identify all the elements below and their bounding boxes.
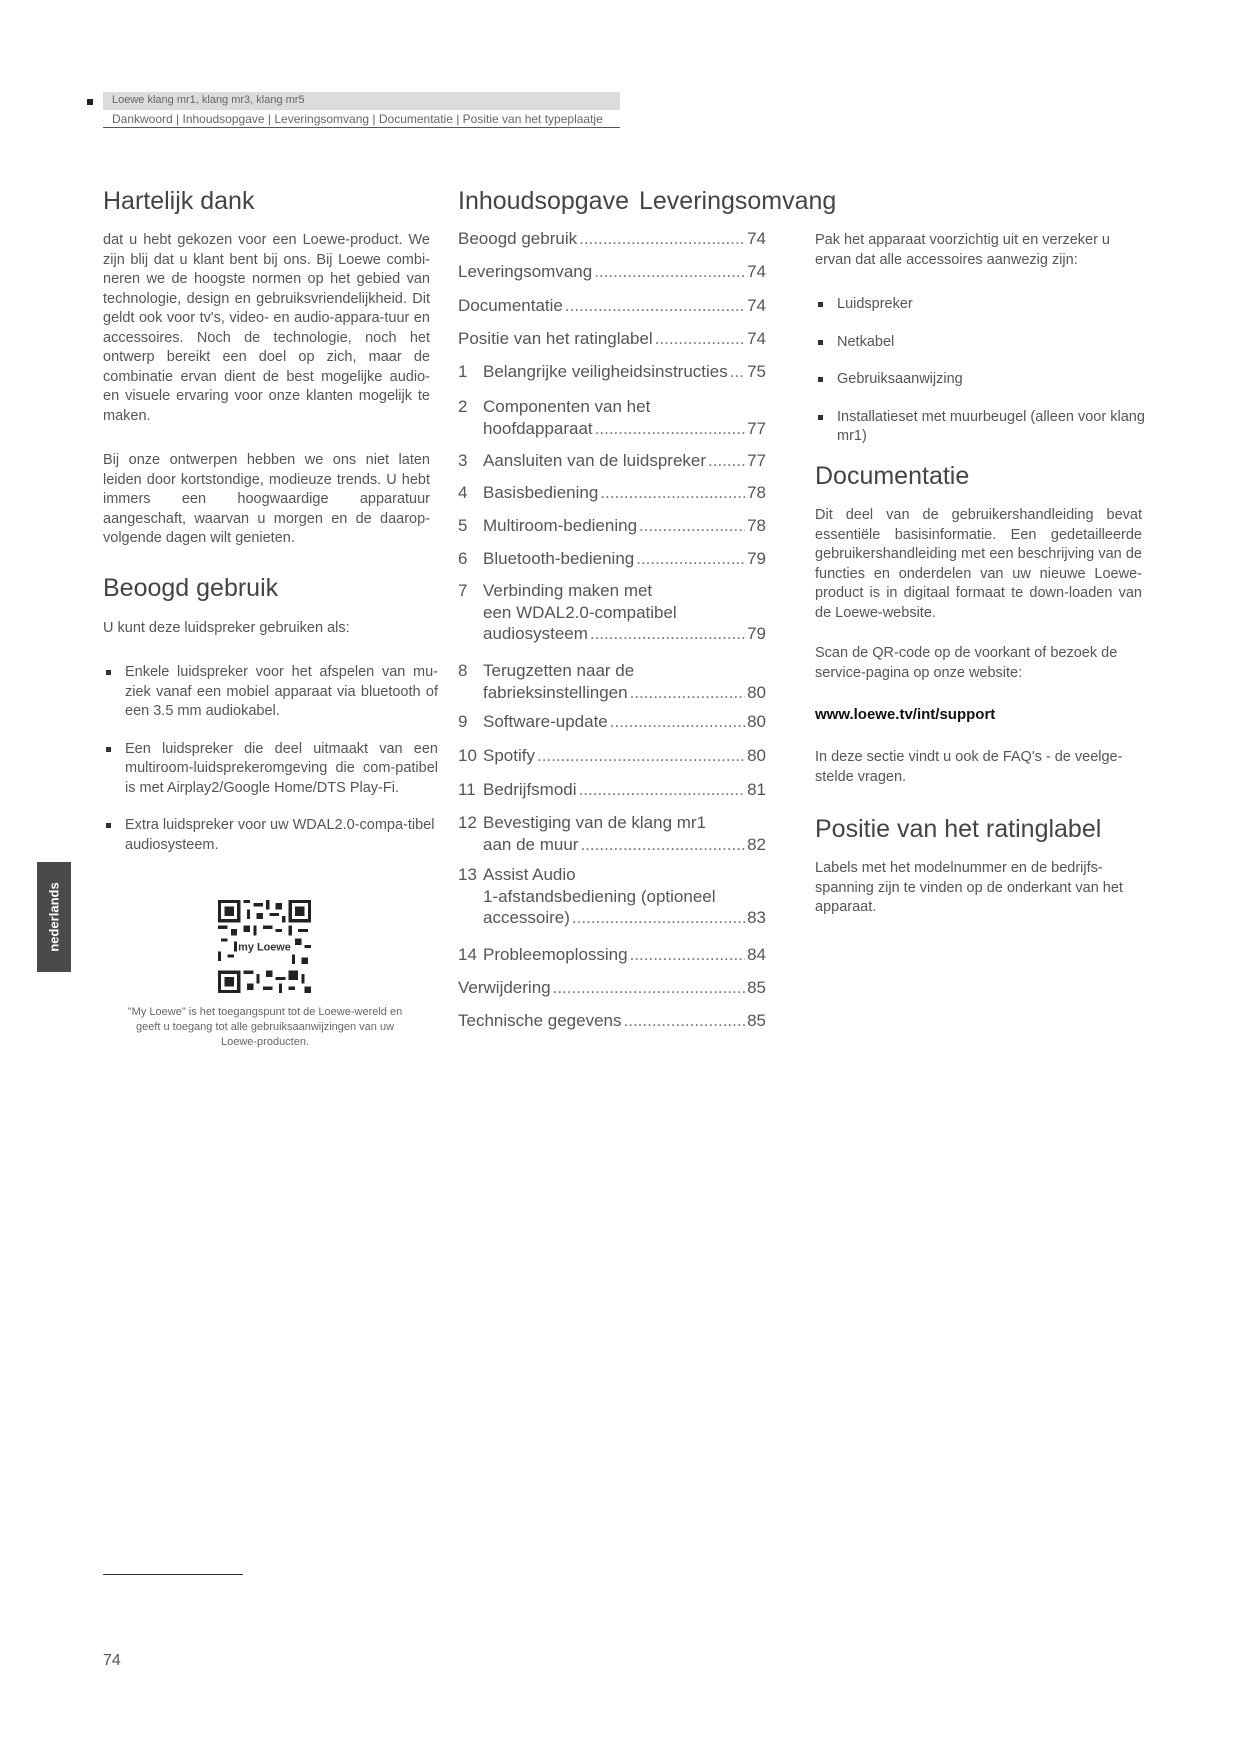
toc-entry[interactable] (458, 228, 766, 250)
toc-entry-title: Terugzetten naar de (483, 661, 635, 680)
toc-leader (595, 418, 745, 440)
toc-entry[interactable] (458, 660, 766, 703)
toc-entry-number: 6 (458, 549, 468, 568)
header-bullet (87, 99, 93, 105)
toc-entry[interactable] (458, 711, 766, 733)
toc-leader (639, 515, 745, 537)
toc-entry-page: 74 (747, 229, 766, 248)
toc-entry-title: Bevestiging van de klang mr1 (483, 813, 707, 832)
toc-entry[interactable] (458, 977, 766, 999)
toc-leader (636, 548, 745, 570)
toc-entry-page: 77 (747, 451, 766, 470)
toc-leader (572, 907, 745, 929)
list-item: Enkele luidspreker voor het afspelen van mu-ziek vanaf een mobiel apparaat via bluetooth of een 3.5 mm audiokabel. (103, 663, 438, 722)
toc-entry-title: Documentatie (458, 296, 563, 315)
toc-entry-page: 74 (747, 296, 766, 315)
qr-code (218, 900, 311, 993)
toc-entry[interactable] (458, 580, 766, 645)
toc-entry[interactable] (458, 450, 766, 472)
toc-leader (655, 328, 745, 350)
toc-entry[interactable] (458, 944, 766, 966)
toc-entry-title: Bluetooth-bediening (483, 549, 635, 568)
toc-entry-number: 1 (458, 362, 468, 381)
toc-entry-title: Componenten van het (483, 397, 651, 416)
toc-entry-page: 83 (747, 908, 766, 927)
rating-label-heading: Positie van het ratinglabel (815, 815, 1102, 843)
toc-entry-page: 81 (747, 780, 766, 799)
toc-entry-page: 84 (747, 945, 766, 964)
delivery-intro: Pak het apparaat voorzichtig uit en verzeker u ervan dat alle accessoires aanwezig zijn: (815, 232, 1110, 268)
toc-leader (579, 779, 746, 801)
toc-leader (553, 977, 745, 999)
toc-entry-title: Verwijdering (458, 978, 551, 997)
use-intro: U kunt deze luidspreker gebruiken als: (103, 620, 350, 636)
toc-entry-number: 2 (458, 397, 468, 416)
toc-heading: Inhoudsopgave (458, 187, 629, 215)
toc-leader (580, 834, 745, 856)
qr-label: my Loewe (238, 941, 291, 954)
toc-leader (630, 682, 745, 704)
toc-entry-title: Belangrijke veiligheidsinstructies (483, 362, 728, 381)
toc-entry-number: 9 (458, 712, 468, 731)
toc-entry[interactable] (458, 396, 766, 439)
page-number: 74 (103, 1652, 121, 1669)
rating-label-paragraph: Labels met het modelnummer en de bedrijfs-spanning zijn te vinden op de onderkant van het apparaat. (815, 860, 1123, 915)
documentation-paragraph-1: Dit deel van de gebruikershandleiding bevat essentiële basisinformatie. Een gedetailleerde gebruikershandleiding met een beschrijving van de functies en onderdelen van uw nieuwe Loewe-product is in digitaal formaat te down-loaden van de Loewe-website. (815, 507, 1142, 621)
toc-entry-title: hoofdapparaat (483, 418, 593, 438)
list-item: Extra luidspreker voor uw WDAL2.0-compa-tibel audiosysteem. (103, 816, 438, 855)
toc-leader (630, 944, 745, 966)
toc-entry-number: 4 (458, 483, 468, 502)
toc-entry-page: 74 (747, 329, 766, 348)
toc-entry-title: Multiroom-bediening (483, 516, 638, 535)
toc-entry-number: 5 (458, 516, 468, 535)
toc-leader (579, 228, 745, 250)
thanks-paragraph-2: Bij onze ontwerpen hebben we ons niet laten leiden door kortstondige, modieuze trends. U hebt immers een hoogwaardige apparatuur aangeschaft, waarvan u morgen en de daarop-volgende dagen wilt genieten. (103, 452, 430, 546)
toc-entry-page: 80 (747, 712, 766, 731)
toc-entry-title: Software-update (483, 712, 608, 731)
toc-entry-number: 11 (458, 780, 476, 799)
toc-entry-page: 74 (747, 262, 766, 281)
toc-entry-number: 3 (458, 451, 468, 470)
toc-entry-number: 7 (458, 581, 468, 600)
toc-entry[interactable] (458, 745, 766, 767)
toc-entry-title: Spotify (483, 746, 535, 765)
toc-leader (594, 261, 745, 283)
toc-leader (730, 361, 745, 383)
thanks-paragraph-1: dat u hebt gekozen voor een Loewe-product. We zijn blij dat u klant bent bij ons. Bij Loewe combi-neren we de hoogste normen op het gebied van technologie, design en gebruiksvriendelijkheid. Dit geldt ook voor tv's, video- en audio-appara-tuur en accessoires. Noch de technologie, noch het ontwerp bereikt een doel op zich, maar de combinatie ervan dient de best mogelijke audio- en visuele ervaring voor onze klanten mogelijk te maken. (103, 232, 430, 424)
delivery-heading: Leveringsomvang (639, 187, 837, 215)
toc-entry-title: Technische gegevens (458, 1011, 622, 1030)
toc-entry-title: een WDAL2.0-compatibel (483, 602, 677, 622)
toc-leader (565, 295, 745, 317)
use-list (103, 663, 438, 873)
toc-leader (624, 1010, 746, 1032)
list-item: Installatieset met muurbeugel (alleen voor klang mr1) (815, 408, 1160, 447)
toc-entry-title: Bedrijfsmodi (483, 780, 577, 799)
toc-entry[interactable] (458, 482, 766, 504)
toc-entry-page: 75 (747, 362, 766, 381)
toc-entry-title: Basisbediening (483, 483, 599, 502)
footer-rule (103, 1574, 243, 1575)
toc-entry[interactable] (458, 361, 766, 383)
documentation-paragraph-2: Scan de QR-code op de voorkant of bezoek de service-pagina op onze website: (815, 645, 1118, 681)
toc-leader (708, 450, 745, 472)
delivery-list (815, 295, 1160, 465)
toc-entry-title: accessoire) (483, 908, 570, 927)
toc-entry[interactable] (458, 261, 766, 283)
language-tab (37, 862, 71, 972)
toc-entry-title: Assist Audio (483, 865, 576, 884)
toc-entry[interactable] (458, 1010, 766, 1032)
toc-entry-page: 85 (747, 978, 766, 997)
toc-entry-title: audiosysteem (483, 624, 588, 643)
toc-entry-title: Positie van het ratinglabel (458, 329, 653, 348)
qr-caption: "My Loewe" is het toegangspunt tot de Loewe-wereld en geeft u toegang tot alle gebruiksaanwijzingen van uw Loewe-producten. (127, 1006, 403, 1048)
toc-entry-page: 79 (747, 624, 766, 643)
toc-leader (610, 711, 745, 733)
toc-entry[interactable] (458, 864, 766, 929)
toc-entry-page: 82 (747, 834, 766, 854)
toc-leader (590, 623, 745, 645)
toc-entry[interactable] (458, 812, 766, 855)
toc-entry-number: 10 (458, 746, 477, 765)
toc-entry[interactable] (458, 548, 766, 570)
toc-entry-number: 14 (458, 945, 477, 964)
toc-entry[interactable] (458, 295, 766, 317)
toc-entry-page: 78 (747, 516, 766, 535)
toc-entry-number: 8 (458, 661, 468, 680)
header-rule (103, 127, 620, 128)
toc-entry-title: Verbinding maken met (483, 581, 653, 600)
list-item: Netkabel (815, 333, 1160, 353)
toc-entry-number: 12 (458, 813, 477, 832)
support-link[interactable]: www.loewe.tv/int/support (815, 706, 996, 723)
documentation-heading: Documentatie (815, 462, 970, 490)
toc-entry-page: 80 (747, 682, 766, 702)
toc-entry[interactable] (458, 328, 766, 350)
toc-entry[interactable] (458, 515, 766, 537)
toc-entry-title: Probleemoplossing (483, 945, 628, 964)
toc-entry-page: 80 (747, 746, 766, 765)
language-tab-label: nederlands (46, 882, 62, 952)
toc-entry-title: fabrieksinstellingen (483, 682, 628, 702)
thanks-heading: Hartelijk dank (103, 187, 255, 215)
list-item: Luidspreker (815, 295, 1160, 315)
header-breadcrumb: Dankwoord | Inhoudsopgave | Leveringsomvang | Documentatie | Positie van het typeplaatje (112, 112, 603, 126)
documentation-paragraph-3: In deze sectie vindt u ook de FAQ's - de veelge-stelde vragen. (815, 749, 1123, 785)
toc-entry-number: 13 (458, 865, 477, 884)
toc-entry-page: 78 (747, 483, 766, 502)
use-heading: Beoogd gebruik (103, 574, 279, 602)
toc-entry-title: Aansluiten van de luidspreker (483, 451, 707, 470)
toc-entry-page: 77 (747, 418, 766, 438)
header-product: Loewe klang mr1, klang mr3, klang mr5 (112, 94, 305, 106)
list-item: Gebruiksaanwijzing (815, 370, 1160, 390)
toc-entry-title: 1-afstandsbediening (optioneel (483, 886, 716, 906)
toc-entry-page: 79 (747, 549, 766, 568)
toc-entry-title: Leveringsomvang (458, 262, 593, 281)
toc-leader (600, 482, 745, 504)
toc-leader (537, 745, 745, 767)
toc-entry-page: 85 (747, 1011, 766, 1030)
toc-entry[interactable] (458, 779, 766, 801)
list-item: Een luidspreker die deel uitmaakt van een multiroom-luidsprekeromgeving die com-patibel is met Airplay2/Google Home/DTS Play-Fi. (103, 740, 438, 799)
toc-entry-title: Beoogd gebruik (458, 229, 578, 248)
toc-entry-title: aan de muur (483, 834, 579, 854)
